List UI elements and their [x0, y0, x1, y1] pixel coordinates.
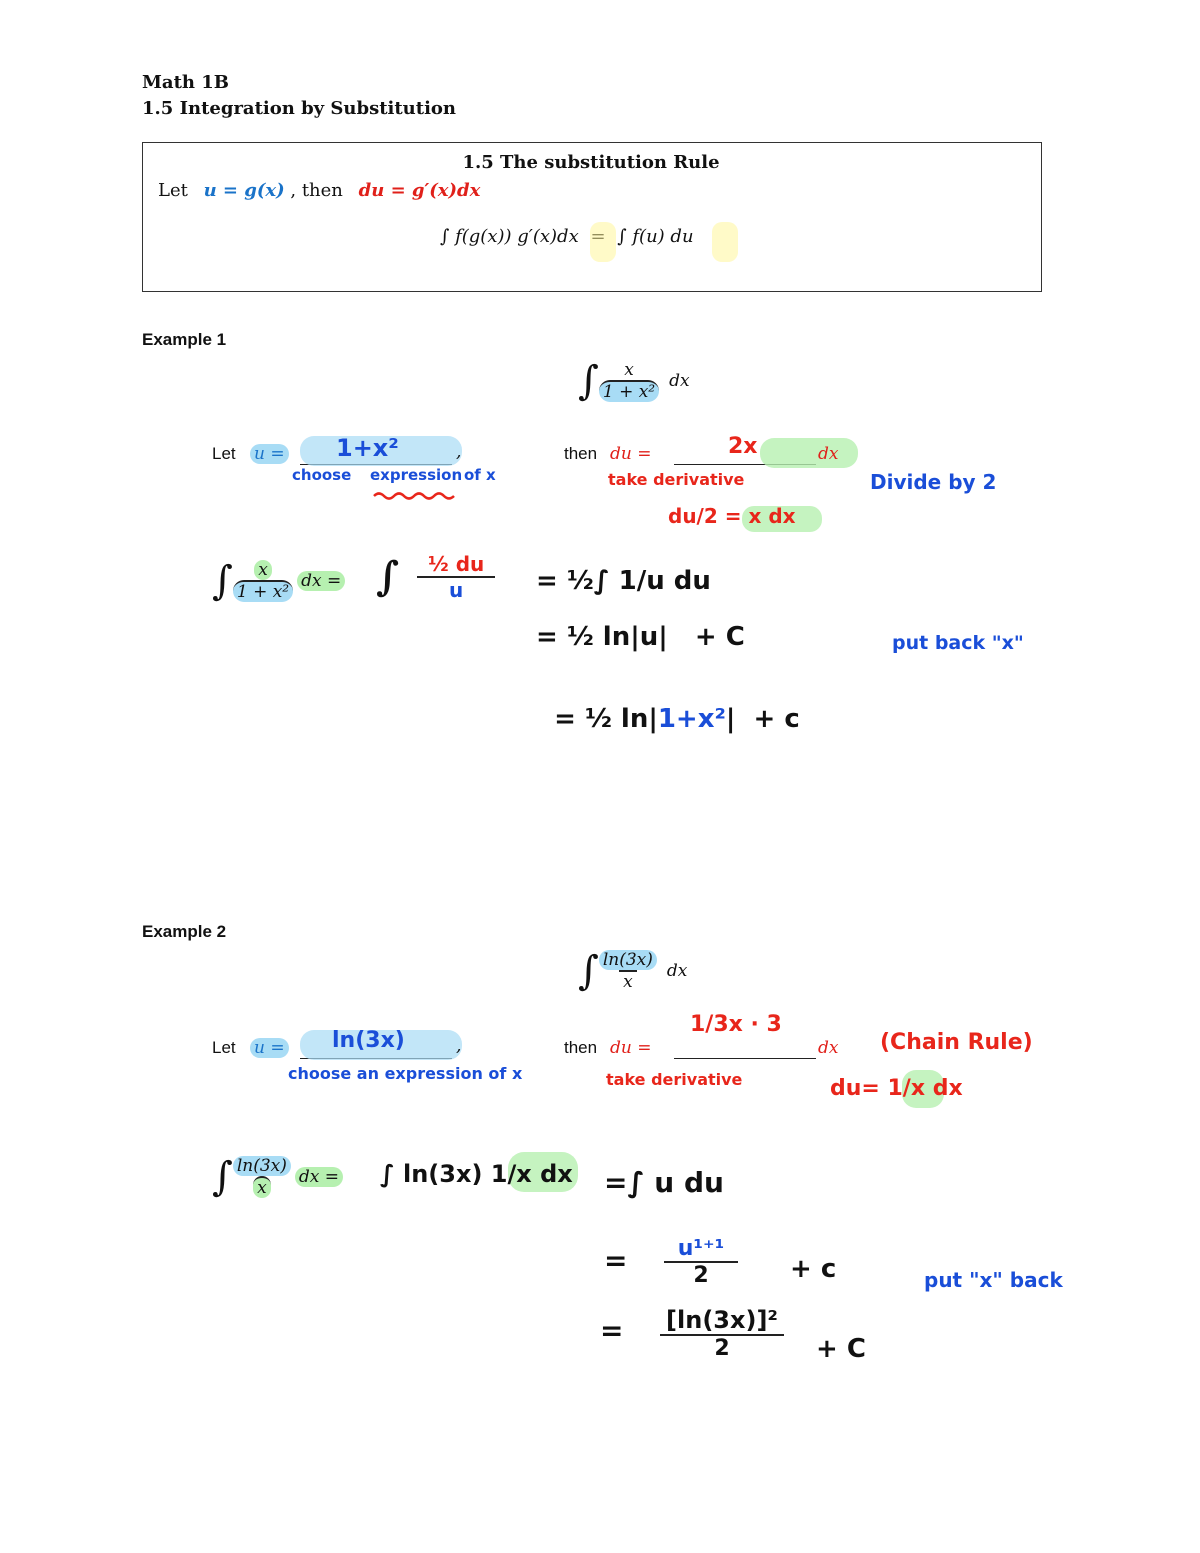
ex1-divide-note: Divide by 2: [870, 470, 997, 494]
rule-box-title: 1.5 The substitution Rule: [462, 152, 720, 173]
ex2-work-num: ln(3x): [233, 1156, 291, 1176]
squiggle-underline-icon: [372, 491, 458, 501]
ex1-u-eq: u =: [250, 444, 289, 464]
ex1-u-note-2: expression: [370, 466, 463, 484]
example1-label: Example 1: [142, 330, 227, 349]
rule-u-def: u = g(x): [203, 180, 285, 201]
ex2-du-hand: 1/3x · 3: [690, 1012, 782, 1037]
ex1-integral-den: 1 + x²: [599, 380, 659, 402]
ex1-work-num: x: [254, 560, 272, 580]
ex2-integral-dx: dx: [666, 961, 688, 981]
ex2-du-simplified: du= 1/x dx: [830, 1076, 963, 1101]
ex2-work-den: x: [253, 1176, 271, 1198]
ex1-du-hand: 2x: [728, 434, 758, 459]
ex1-putback-note: put back "x": [892, 632, 1024, 654]
ex2-step1: [604, 1166, 724, 1199]
ex2-du-note: take derivative: [606, 1070, 743, 1089]
example2-integral: [578, 950, 687, 992]
ex2-chain-note: (Chain Rule): [880, 1030, 1033, 1055]
ex2-putback-note: put "x" back: [924, 1268, 1063, 1292]
rule-let-line: [158, 180, 480, 201]
rule-formula: [440, 226, 694, 247]
ex1-du-note: take derivative: [608, 470, 745, 489]
ex2-u-hand: ln(3x): [332, 1028, 405, 1053]
integral-sign-icon: ∫: [212, 558, 233, 604]
ex2-work-lhs: [212, 1156, 343, 1198]
rule-dx-highlight: [590, 222, 616, 262]
ex2-step3-eq: =: [600, 1314, 624, 1347]
ex1-sub-num: ½ du: [428, 552, 485, 576]
ex2-u-note: choose an expression of x: [288, 1064, 523, 1083]
ex1-then-label: then: [564, 444, 598, 463]
ex1-step3-a: = ½ ln|: [554, 704, 658, 734]
integral-sign-icon: ∫: [376, 553, 400, 600]
rule-formula-right: ∫ f(u) du: [617, 226, 694, 247]
ex1-du-hand-highlight: [760, 438, 858, 468]
ex1-u-note-1: choose: [292, 466, 352, 484]
integral-sign-icon: ∫: [578, 358, 599, 404]
ex2-step3-frac: [660, 1306, 784, 1361]
ex1-step1: = ½∫ 1/u du: [536, 566, 711, 596]
example1-integral: [578, 360, 690, 402]
integral-sign-icon: ∫: [578, 948, 599, 994]
ex1-du-dx: dx: [818, 444, 839, 464]
ex2-integral-num: ln(3x): [599, 950, 657, 970]
ex2-step3-c: + C: [816, 1334, 866, 1364]
rule-du-highlight: [712, 222, 738, 262]
example2-label: Example 2: [142, 922, 227, 941]
ex2-step3-den: 2: [660, 1334, 784, 1361]
ex2-du-blank: [674, 1038, 816, 1059]
ex1-u-note-3: of x: [464, 466, 496, 484]
ex2-step2-den: 2: [664, 1261, 738, 1288]
ex1-du-eq: du =: [610, 444, 652, 464]
rule-then-word: , then: [290, 180, 343, 201]
ex1-u-hand: 1+x²: [336, 434, 399, 462]
ex1-work-den: 1 + x²: [233, 580, 293, 602]
ex1-squiggle-underline: [372, 486, 458, 505]
ex2-comma: ,: [456, 1036, 462, 1056]
ex2-step2-c: + c: [790, 1254, 837, 1284]
ex2-u-eq: u =: [250, 1038, 289, 1058]
ex2-let-label: Let: [212, 1038, 236, 1057]
ex1-sub-den: u: [417, 576, 495, 602]
ex2-then-label: then: [564, 1038, 598, 1057]
ex1-work-sub: [376, 552, 495, 602]
ex1-comma: ,: [456, 442, 462, 462]
ex1-work-lhs: [212, 560, 345, 602]
ex2-step3-num: [ln(3x)]²: [666, 1306, 778, 1334]
ex1-let-label: Let: [212, 444, 236, 463]
section-title: 1.5 Integration by Substitution: [142, 98, 457, 119]
ex2-du-eq: du =: [610, 1038, 652, 1058]
ex2-du-dx: dx: [818, 1038, 839, 1058]
ex2-step2-eq: =: [604, 1244, 628, 1277]
ex2-step2-num: u¹⁺¹: [677, 1236, 725, 1261]
rule-du-def: du = g′(x)dx: [358, 180, 481, 201]
rule-let-word: Let: [158, 180, 188, 201]
rule-formula-left: ∫ f(g(x)) g′(x)dx: [440, 226, 579, 247]
ex2-step1-text: =∫ u du: [604, 1166, 724, 1199]
course-title: Math 1B: [142, 72, 229, 93]
ex1-step3-b: 1+x²: [657, 704, 726, 734]
ex1-integral-num: x: [624, 360, 634, 380]
ex2-integral-den: x: [619, 970, 637, 992]
ex1-step3: [536, 674, 800, 734]
ex2-step2-frac: [664, 1236, 738, 1288]
ex1-step3-c: | + c: [725, 704, 800, 734]
integral-sign-icon: ∫: [212, 1154, 233, 1200]
ex1-step2: = ½ ln|u| + C: [536, 622, 745, 652]
ex1-integral-dx: dx: [669, 371, 690, 391]
ex2-work-sub: ∫ ln(3x) 1/x dx: [380, 1160, 573, 1188]
ex2-work-dx: dx =: [295, 1167, 343, 1187]
ex1-work-dx: dx =: [297, 571, 345, 591]
ex1-half-du: du/2 = x dx: [668, 504, 796, 528]
